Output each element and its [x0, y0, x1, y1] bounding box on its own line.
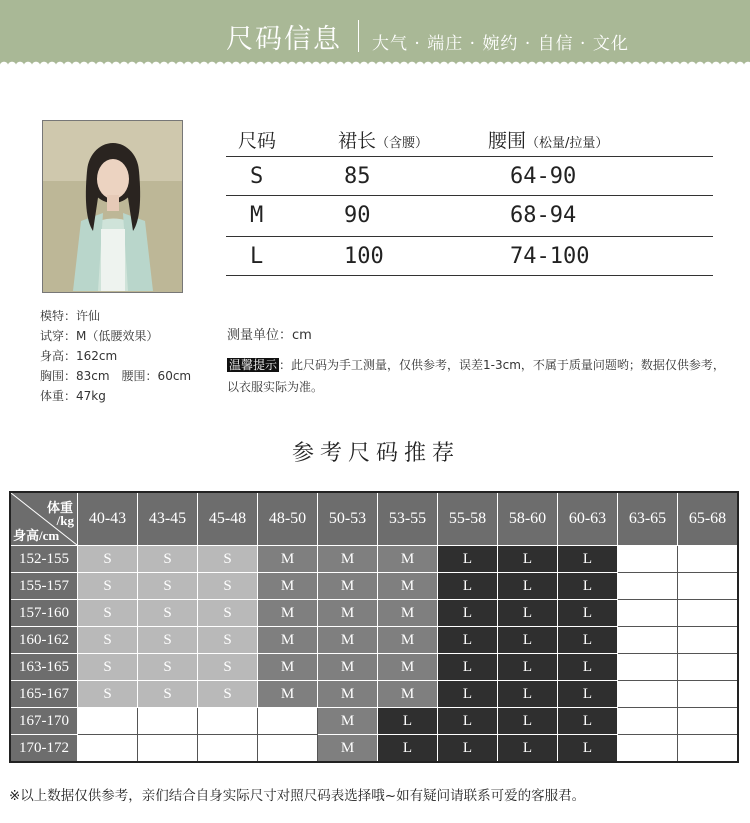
height-range-cell: 160-162 [10, 627, 78, 654]
size-cell-s: S [78, 600, 138, 627]
size-cell-l: L [558, 627, 618, 654]
header-waist [488, 126, 608, 153]
size-cell-m: M [318, 708, 378, 735]
size-cell-l: L [438, 627, 498, 654]
corner-height-label: 身高/cm [13, 528, 60, 543]
empty-cell [678, 681, 739, 708]
size-cell-l: L [438, 708, 498, 735]
size-reference-grid [9, 491, 739, 763]
size-cell-m: M [318, 654, 378, 681]
model-height: 身高：162cm [40, 349, 118, 363]
size-cell-s: S [78, 654, 138, 681]
empty-cell [258, 708, 318, 735]
size-cell-m: M [318, 735, 378, 763]
model-bust-waist: 胸围：83cm 腰围：60cm [40, 369, 192, 383]
grid-row [10, 573, 738, 600]
weight-range-header: 65-68 [678, 492, 739, 546]
banner-title: 尺码信息 [226, 24, 342, 55]
corner-kg-label: /kg [56, 513, 74, 528]
size-cell-s: S [198, 654, 258, 681]
size-cell-l: L [498, 627, 558, 654]
empty-cell [618, 654, 678, 681]
size-cell-l: L [498, 681, 558, 708]
empty-cell [258, 735, 318, 763]
empty-cell [78, 735, 138, 763]
weight-range-header: 53-55 [378, 492, 438, 546]
empty-cell [198, 708, 258, 735]
size-cell-s: S [138, 654, 198, 681]
size-row-s [226, 157, 713, 196]
size-cell-l: L [438, 681, 498, 708]
size-cell-l: L [498, 654, 558, 681]
size-cell-s: S [78, 573, 138, 600]
grid-header-row [10, 492, 738, 546]
empty-cell [618, 708, 678, 735]
grid-row [10, 546, 738, 573]
size-table [226, 122, 713, 276]
size-cell-m: M [378, 681, 438, 708]
footnote: ※以上数据仅供参考，亲们结合自身实际尺寸对照尺码表选择哦~如有疑问请联系可爱的客服君。 [9, 788, 586, 804]
height-range-cell: 163-165 [10, 654, 78, 681]
size-cell-m: M [258, 546, 318, 573]
size-cell-m: M [378, 627, 438, 654]
size-cell-s: S [138, 546, 198, 573]
empty-cell [618, 735, 678, 763]
weight-range-header: 45-48 [198, 492, 258, 546]
weight-range-header: 40-43 [78, 492, 138, 546]
empty-cell [618, 681, 678, 708]
empty-cell [678, 654, 739, 681]
size-cell-m: M [378, 654, 438, 681]
grid-corner [10, 492, 78, 546]
grid-row [10, 654, 738, 681]
size-cell-m: M [318, 573, 378, 600]
height-range-cell: 170-172 [10, 735, 78, 763]
size-cell-m: M [318, 600, 378, 627]
size-cell-l: L [438, 573, 498, 600]
empty-cell [678, 627, 739, 654]
size-cell-l: L [498, 546, 558, 573]
size-cell-s: S [78, 681, 138, 708]
size-cell-l: L [558, 573, 618, 600]
tip-badge: 温馨提示 [229, 358, 278, 372]
weight-range-header: 60-63 [558, 492, 618, 546]
size-cell-m: M [318, 681, 378, 708]
weight-range-header: 43-45 [138, 492, 198, 546]
size-cell-l: L [378, 735, 438, 763]
grid-row [10, 735, 738, 763]
grid-row [10, 627, 738, 654]
weight-range-header: 55-58 [438, 492, 498, 546]
grid-body [10, 546, 738, 763]
empty-cell [678, 573, 739, 600]
size-cell-m: M [258, 681, 318, 708]
size-cell-m: M [378, 600, 438, 627]
weight-range-header: 48-50 [258, 492, 318, 546]
empty-cell [678, 546, 739, 573]
waist-cell: 68-94 [510, 203, 577, 228]
length-cell: 90 [344, 203, 371, 228]
tip-text: ：此尺码为手工测量，仅供参考，误差1-3cm，不属于质量问题哟；数据仅供参考，以衣服实际为准。 [227, 358, 725, 394]
size-cell-l: L [558, 708, 618, 735]
size-cell-l: L [438, 546, 498, 573]
size-cell-l: L [498, 600, 558, 627]
size-cell-s: S [198, 573, 258, 600]
weight-range-header: 50-53 [318, 492, 378, 546]
corner-weight-label: 体重 [46, 500, 73, 515]
header-size [238, 126, 276, 153]
model-tryon: 试穿：M（低腰效果） [40, 329, 159, 343]
size-cell-s: S [138, 681, 198, 708]
header-size-label: 尺码 [238, 130, 277, 152]
header-length-label: 裙长 [338, 130, 377, 152]
empty-cell [138, 708, 198, 735]
size-cell-s: S [198, 627, 258, 654]
header-waist-sub: （松量/拉量） [526, 136, 609, 151]
banner-divider [358, 20, 359, 52]
size-cell-s: S [138, 600, 198, 627]
empty-cell [678, 600, 739, 627]
size-cell-l: L [438, 735, 498, 763]
size-row-m [226, 196, 713, 237]
size-cell-l: L [558, 546, 618, 573]
size-cell-m: M [258, 627, 318, 654]
size-cell-l: L [498, 735, 558, 763]
tip-note [227, 354, 732, 398]
size-cell-m: M [258, 600, 318, 627]
height-range-cell: 152-155 [10, 546, 78, 573]
size-cell-l: L [498, 573, 558, 600]
empty-cell [618, 546, 678, 573]
corner-cell [11, 493, 77, 545]
height-range-cell: 157-160 [10, 600, 78, 627]
unit-note: 测量单位：cm [227, 328, 312, 343]
size-cell-s: S [78, 627, 138, 654]
size-cell-l: L [558, 654, 618, 681]
size-cell-l: L [438, 654, 498, 681]
size-cell-s: S [198, 681, 258, 708]
size-cell-s: S [138, 627, 198, 654]
size-cell-s: S [138, 573, 198, 600]
model-weight: 体重：47kg [40, 389, 106, 403]
model-info [40, 306, 191, 406]
header-banner [0, 0, 750, 66]
header-length-sub: （含腰） [376, 136, 429, 151]
height-range-cell: 155-157 [10, 573, 78, 600]
model-photo-illustration [43, 121, 182, 292]
grid-row [10, 600, 738, 627]
height-range-cell: 165-167 [10, 681, 78, 708]
size-cell-m: M [318, 546, 378, 573]
empty-cell [78, 708, 138, 735]
empty-cell [198, 735, 258, 763]
size-cell-m: M [318, 627, 378, 654]
header-waist-label: 腰围 [488, 130, 527, 152]
waist-cell: 64-90 [510, 164, 577, 189]
empty-cell [678, 735, 739, 763]
empty-cell [618, 573, 678, 600]
empty-cell [678, 708, 739, 735]
reference-title: 参考尺码推荐 [292, 441, 461, 466]
size-cell-m: M [378, 573, 438, 600]
height-range-cell: 167-170 [10, 708, 78, 735]
size-table-header [226, 122, 713, 157]
size-cell: S [250, 164, 264, 189]
size-cell-s: S [198, 546, 258, 573]
weight-range-header: 58-60 [498, 492, 558, 546]
size-cell-m: M [378, 546, 438, 573]
size-cell: M [250, 203, 264, 228]
size-cell-l: L [558, 735, 618, 763]
grid-row [10, 681, 738, 708]
weight-range-header: 63-65 [618, 492, 678, 546]
size-row-l [226, 237, 713, 276]
model-photo [42, 120, 183, 293]
size-cell-s: S [198, 600, 258, 627]
size-cell-l: L [438, 600, 498, 627]
size-cell: L [250, 244, 264, 269]
size-cell-l: L [558, 681, 618, 708]
size-cell-l: L [558, 600, 618, 627]
banner-subtitle: 大气 · 端庄 · 婉约 · 自信 · 文化 [372, 34, 629, 54]
size-cell-l: L [378, 708, 438, 735]
empty-cell [618, 627, 678, 654]
empty-cell [618, 600, 678, 627]
model-name: 模特：许仙 [40, 309, 101, 323]
waist-cell: 74-100 [510, 244, 590, 269]
grid-row [10, 708, 738, 735]
size-cell-m: M [258, 573, 318, 600]
header-length [338, 126, 428, 153]
size-cell-l: L [498, 708, 558, 735]
length-cell: 85 [344, 164, 371, 189]
empty-cell [138, 735, 198, 763]
size-cell-s: S [78, 546, 138, 573]
size-cell-m: M [258, 654, 318, 681]
length-cell: 100 [344, 244, 384, 269]
